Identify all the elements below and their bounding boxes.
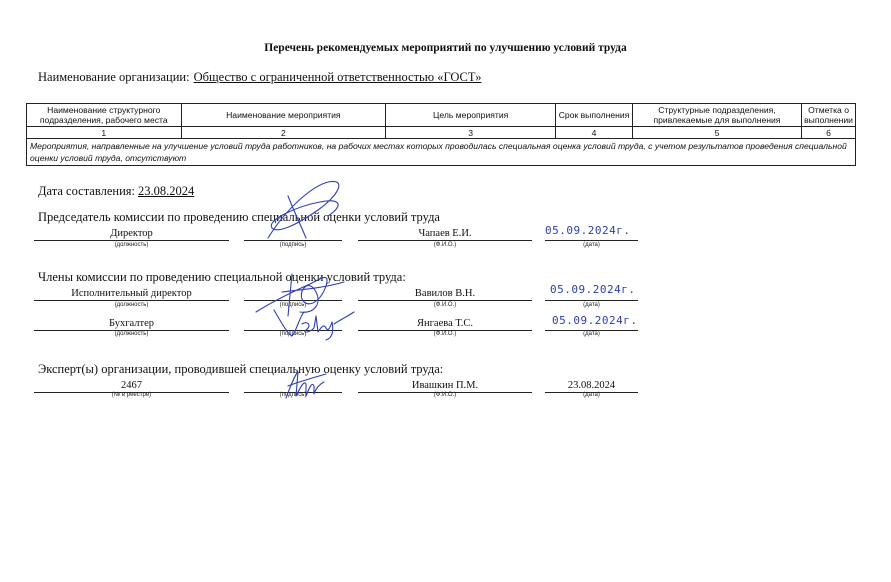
compiled-date-value: 23.08.2024 <box>138 184 195 198</box>
table-header-cell: Срок выполнения <box>556 104 633 127</box>
chairman-position: Директор <box>34 228 229 241</box>
table-number-cell: 1 <box>27 127 182 139</box>
member-name: Янгаева Т.С. <box>358 318 532 331</box>
table-note: Мероприятия, направленные на улучшение условий труда работников, на рабочих местах которых проводилась специальная оценка условий труда, с учетом результатов проведения специальной оценки условий труда, отсутствуют <box>27 139 856 166</box>
table-header-cell: Отметка о выполнении <box>802 104 856 127</box>
expert-name: Ивашкин П.М. <box>358 380 532 393</box>
caption-date: (дата) <box>583 302 600 308</box>
compiled-date-label: Дата составления: <box>38 184 135 198</box>
table-row <box>27 139 856 166</box>
member-date: 05.09.2024г. <box>552 314 638 327</box>
member-position: Бухгалтер <box>34 318 229 331</box>
chairman-date: 05.09.2024г. <box>545 224 631 237</box>
chairman-heading: Председатель комиссии по проведению специальной оценки условий труда <box>38 210 440 224</box>
chairman-name: Чапаев Е.И. <box>358 228 532 241</box>
expert-date: 23.08.2024 <box>545 380 638 393</box>
caption-fio: (Ф.И.О.) <box>433 331 457 337</box>
chairman-signature <box>258 176 358 246</box>
table-number-cell: 6 <box>802 127 856 139</box>
caption-fio: (Ф.И.О.) <box>433 242 457 248</box>
expert-registry: 2467 <box>34 380 229 393</box>
member-date: 05.09.2024г. <box>550 283 636 296</box>
caption-position: (должность) <box>114 242 149 248</box>
caption-date: (дата) <box>583 331 600 337</box>
caption-date: (дата) <box>583 392 600 398</box>
member-position: Исполнительный директор <box>34 288 229 301</box>
members-heading: Члены комиссии по проведению специальной оценки условий труда: <box>38 270 406 284</box>
caption-date: (дата) <box>583 242 600 248</box>
measures-table <box>26 103 856 166</box>
table-number-cell: 4 <box>556 127 633 139</box>
member-name: Вавилов В.Н. <box>358 288 532 301</box>
table-number-cell: 3 <box>386 127 556 139</box>
caption-fio: (Ф.И.О.) <box>433 392 457 398</box>
table-number-row <box>27 127 856 139</box>
table-header-cell: Наименование структурного подразделения, рабочего места <box>27 104 182 127</box>
table-header-row <box>27 104 856 127</box>
table-header-cell: Структурные подразделения, привлекаемые для выполнения <box>632 104 801 127</box>
page-title: Перечень рекомендуемых мероприятий по улучшению условий труда <box>264 42 627 54</box>
caption-signature: (подпись) <box>279 331 307 337</box>
table-header-cell: Цель мероприятия <box>386 104 556 127</box>
caption-registry: (№ в реестре) <box>111 392 152 398</box>
caption-signature: (подпись) <box>279 302 307 308</box>
expert-heading: Эксперт(ы) организации, проводившей специальную оценку условий труда: <box>38 362 444 376</box>
caption-position: (должность) <box>114 302 149 308</box>
caption-fio: (Ф.И.О.) <box>433 302 457 308</box>
caption-signature: (подпись) <box>279 392 307 398</box>
organization-label: Наименование организации: <box>38 70 190 84</box>
table-number-cell: 5 <box>632 127 801 139</box>
expert-signature <box>282 368 332 404</box>
caption-position: (должность) <box>114 331 149 337</box>
table-header-cell: Наименование мероприятия <box>181 104 386 127</box>
organization-line <box>38 70 481 85</box>
caption-signature: (подпись) <box>279 242 307 248</box>
organization-value: Общество с ограниченной ответственностью «ГОСТ» <box>193 70 482 84</box>
compiled-date-line <box>38 184 194 199</box>
member-signature <box>268 302 358 342</box>
table-number-cell: 2 <box>181 127 386 139</box>
